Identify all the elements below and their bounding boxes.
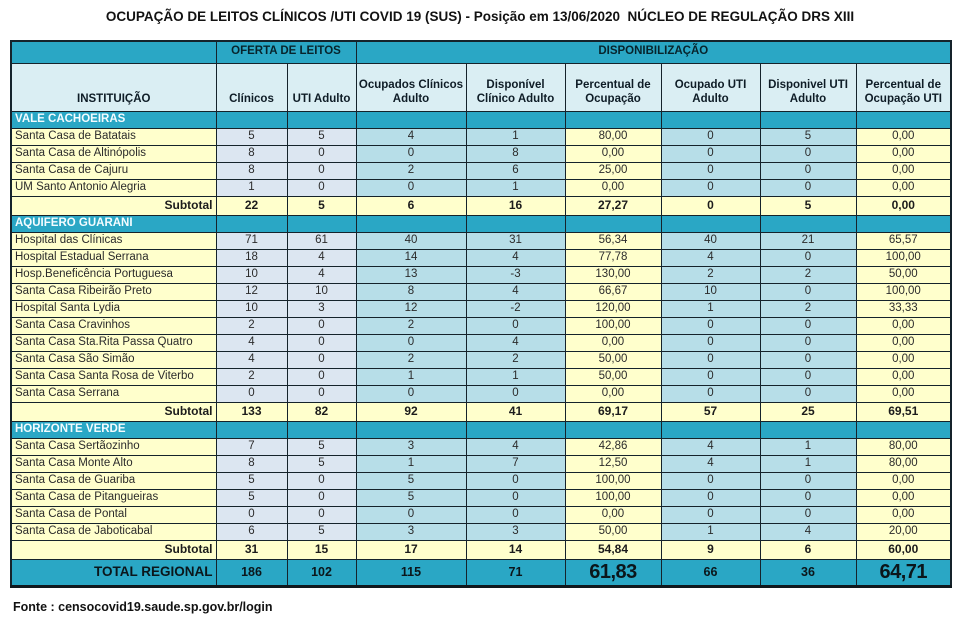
value-cell: 0	[356, 506, 466, 523]
value-cell: 50,00	[856, 266, 951, 283]
value-cell: 12	[356, 300, 466, 317]
value-cell: 80,00	[856, 438, 951, 455]
subtotal-value: 16	[466, 196, 565, 215]
value-cell: 6	[466, 162, 565, 179]
group-name-cell: VALE CACHOEIRAS	[11, 111, 216, 128]
subtotal-label-cell: Subtotal	[11, 402, 216, 421]
empty-cell	[661, 421, 760, 438]
value-cell: 4	[661, 455, 760, 472]
institution-cell: Santa Casa de Guariba	[11, 472, 216, 489]
value-cell: 65,57	[856, 232, 951, 249]
total-value: 186	[216, 559, 287, 586]
value-cell: 0	[760, 368, 856, 385]
value-cell: 1	[661, 300, 760, 317]
value-cell: 0	[216, 506, 287, 523]
value-cell: 5	[287, 128, 356, 145]
column-header-3: Ocupados Clínicos Adulto	[356, 63, 466, 111]
value-cell: 0	[760, 162, 856, 179]
value-cell: 0	[661, 368, 760, 385]
value-cell: 18	[216, 249, 287, 266]
value-cell: 0,00	[856, 368, 951, 385]
value-cell: 5	[216, 472, 287, 489]
subtotal-value: 5	[287, 196, 356, 215]
institution-row	[11, 506, 951, 523]
value-cell: 0,00	[856, 317, 951, 334]
empty-cell	[466, 111, 565, 128]
value-cell: 7	[216, 438, 287, 455]
institution-cell: Santa Casa de Pontal	[11, 506, 216, 523]
total-label-cell: TOTAL REGIONAL	[11, 559, 216, 586]
institution-row	[11, 438, 951, 455]
value-cell: 2	[760, 300, 856, 317]
institution-row	[11, 232, 951, 249]
value-cell: 0,00	[565, 334, 661, 351]
subtotal-value: 6	[356, 196, 466, 215]
value-cell: 120,00	[565, 300, 661, 317]
subtotal-row	[11, 402, 951, 421]
value-cell: 100,00	[565, 317, 661, 334]
empty-cell	[856, 111, 951, 128]
value-cell: 3	[356, 523, 466, 540]
subtotal-value: 5	[760, 196, 856, 215]
value-cell: 0	[661, 385, 760, 402]
value-cell: 0	[466, 385, 565, 402]
value-cell: 4	[216, 351, 287, 368]
value-cell: 0	[287, 385, 356, 402]
subtotal-row	[11, 540, 951, 559]
institution-row	[11, 283, 951, 300]
page-title: OCUPAÇÃO DE LEITOS CLÍNICOS /UTI COVID 19 (SUS) - Posição em 13/06/2020 NÚCLEO DE REGULAÇÃO DRS XIII	[105, 9, 855, 24]
institution-cell: Santa Casa Ribeirão Preto	[11, 283, 216, 300]
value-cell: 12,50	[565, 455, 661, 472]
column-header-4: Disponível Clínico Adulto	[466, 63, 565, 111]
empty-cell	[856, 215, 951, 232]
institution-cell: Santa Casa São Simão	[11, 351, 216, 368]
value-cell: 0,00	[856, 472, 951, 489]
value-cell: 1	[216, 179, 287, 196]
value-cell: 0	[287, 145, 356, 162]
value-cell: 0	[356, 334, 466, 351]
value-cell: 0	[661, 489, 760, 506]
value-cell: 4	[760, 523, 856, 540]
institution-row	[11, 489, 951, 506]
subtotal-value: 31	[216, 540, 287, 559]
value-cell: 0	[287, 162, 356, 179]
institution-row	[11, 351, 951, 368]
value-cell: 1	[356, 368, 466, 385]
section-header-oferta: OFERTA DE LEITOS	[216, 41, 356, 63]
value-cell: 100,00	[856, 249, 951, 266]
column-header-6: Ocupado UTI Adulto	[661, 63, 760, 111]
subtotal-value: 57	[661, 402, 760, 421]
value-cell: 0	[466, 317, 565, 334]
subtotal-value: 0	[661, 196, 760, 215]
subtotal-value: 69,51	[856, 402, 951, 421]
value-cell: 21	[760, 232, 856, 249]
value-cell: 0	[760, 351, 856, 368]
section-header-row	[11, 41, 951, 63]
value-cell: -2	[466, 300, 565, 317]
value-cell: 4	[287, 249, 356, 266]
subtotal-value: 60,00	[856, 540, 951, 559]
institution-row	[11, 179, 951, 196]
total-regional-row	[11, 559, 951, 586]
value-cell: 100,00	[565, 472, 661, 489]
empty-cell	[287, 215, 356, 232]
institution-cell: Santa Casa de Pitangueiras	[11, 489, 216, 506]
value-cell: 66,67	[565, 283, 661, 300]
value-cell: 0	[760, 489, 856, 506]
group-header-row	[11, 421, 951, 438]
table-body	[11, 111, 951, 586]
value-cell: 5	[216, 489, 287, 506]
value-cell: 4	[661, 438, 760, 455]
institution-cell: Santa Casa de Altinópolis	[11, 145, 216, 162]
value-cell: 40	[356, 232, 466, 249]
empty-cell	[661, 111, 760, 128]
column-header-8: Percentual de Ocupação UTI	[856, 63, 951, 111]
institution-row	[11, 472, 951, 489]
value-cell: 0	[661, 162, 760, 179]
value-cell: 0	[466, 489, 565, 506]
institution-cell: UM Santo Antonio Alegria	[11, 179, 216, 196]
value-cell: 2	[466, 351, 565, 368]
value-cell: 2	[356, 162, 466, 179]
value-cell: 0,00	[565, 385, 661, 402]
value-cell: 0	[661, 351, 760, 368]
value-cell: 4	[466, 334, 565, 351]
institution-row	[11, 368, 951, 385]
value-cell: 1	[466, 179, 565, 196]
value-cell: 7	[466, 455, 565, 472]
value-cell: 0	[287, 368, 356, 385]
value-cell: 2	[216, 317, 287, 334]
value-cell: 1	[466, 128, 565, 145]
value-cell: 0	[760, 334, 856, 351]
value-cell: 42,86	[565, 438, 661, 455]
subtotal-row	[11, 196, 951, 215]
institution-row	[11, 523, 951, 540]
empty-cell	[356, 215, 466, 232]
value-cell: 0	[466, 472, 565, 489]
value-cell: 0	[661, 506, 760, 523]
empty-cell	[760, 215, 856, 232]
subtotal-value: 15	[287, 540, 356, 559]
value-cell: 0,00	[565, 179, 661, 196]
value-cell: 0	[760, 179, 856, 196]
subtotal-value: 92	[356, 402, 466, 421]
value-cell: 33,33	[856, 300, 951, 317]
total-value: 36	[760, 559, 856, 586]
value-cell: 25,00	[565, 162, 661, 179]
value-cell: -3	[466, 266, 565, 283]
empty-cell	[856, 421, 951, 438]
institution-row	[11, 385, 951, 402]
empty-cell	[287, 111, 356, 128]
institution-cell: Santa Casa de Jaboticabal	[11, 523, 216, 540]
value-cell: 0,00	[856, 351, 951, 368]
subtotal-value: 54,84	[565, 540, 661, 559]
value-cell: 77,78	[565, 249, 661, 266]
value-cell: 8	[216, 145, 287, 162]
empty-cell	[466, 421, 565, 438]
institution-row	[11, 128, 951, 145]
institution-row	[11, 266, 951, 283]
value-cell: 1	[661, 523, 760, 540]
empty-cell	[356, 421, 466, 438]
beds-occupancy-table	[10, 40, 952, 588]
institution-cell: Hospital Santa Lydia	[11, 300, 216, 317]
value-cell: 0	[287, 472, 356, 489]
value-cell: 5	[760, 128, 856, 145]
value-cell: 0	[760, 283, 856, 300]
value-cell: 0	[760, 145, 856, 162]
value-cell: 13	[356, 266, 466, 283]
subtotal-value: 9	[661, 540, 760, 559]
value-cell: 100,00	[856, 283, 951, 300]
value-cell: 2	[760, 266, 856, 283]
subtotal-label-cell: Subtotal	[11, 196, 216, 215]
value-cell: 4	[466, 283, 565, 300]
group-header-row	[11, 111, 951, 128]
value-cell: 4	[466, 438, 565, 455]
empty-cell	[565, 421, 661, 438]
value-cell: 80,00	[856, 455, 951, 472]
source-note: Fonte : censocovid19.saude.sp.gov.br/login	[13, 600, 273, 614]
institution-cell: Hospital Estadual Serrana	[11, 249, 216, 266]
value-cell: 8	[466, 145, 565, 162]
empty-cell	[356, 111, 466, 128]
institution-row	[11, 317, 951, 334]
subtotal-value: 22	[216, 196, 287, 215]
institution-row	[11, 162, 951, 179]
value-cell: 0	[356, 179, 466, 196]
value-cell: 50,00	[565, 368, 661, 385]
value-cell: 4	[216, 334, 287, 351]
group-name-cell: HORIZONTE VERDE	[11, 421, 216, 438]
total-value: 64,71	[856, 559, 951, 586]
value-cell: 0	[760, 472, 856, 489]
value-cell: 0	[356, 385, 466, 402]
value-cell: 6	[216, 523, 287, 540]
institution-cell: Santa Casa Cravinhos	[11, 317, 216, 334]
value-cell: 10	[661, 283, 760, 300]
column-header-0: INSTITUIÇÃO	[11, 63, 216, 111]
value-cell: 71	[216, 232, 287, 249]
empty-cell	[287, 421, 356, 438]
value-cell: 0	[661, 317, 760, 334]
empty-cell	[760, 111, 856, 128]
value-cell: 1	[760, 438, 856, 455]
value-cell: 5	[356, 489, 466, 506]
institution-cell: Santa Casa Sertãozinho	[11, 438, 216, 455]
institution-row	[11, 300, 951, 317]
value-cell: 0	[356, 145, 466, 162]
value-cell: 50,00	[565, 351, 661, 368]
value-cell: 0,00	[565, 145, 661, 162]
value-cell: 0	[287, 179, 356, 196]
empty-cell	[760, 421, 856, 438]
value-cell: 0	[287, 489, 356, 506]
institution-row	[11, 334, 951, 351]
value-cell: 0	[287, 351, 356, 368]
institution-row	[11, 145, 951, 162]
value-cell: 14	[356, 249, 466, 266]
value-cell: 40	[661, 232, 760, 249]
value-cell: 10	[216, 266, 287, 283]
subtotal-value: 6	[760, 540, 856, 559]
value-cell: 10	[216, 300, 287, 317]
value-cell: 100,00	[565, 489, 661, 506]
subtotal-value: 0,00	[856, 196, 951, 215]
value-cell: 0,00	[856, 385, 951, 402]
institution-cell: Santa Casa Serrana	[11, 385, 216, 402]
value-cell: 2	[356, 317, 466, 334]
value-cell: 3	[356, 438, 466, 455]
value-cell: 31	[466, 232, 565, 249]
value-cell: 80,00	[565, 128, 661, 145]
empty-cell	[565, 215, 661, 232]
value-cell: 5	[216, 128, 287, 145]
total-value: 115	[356, 559, 466, 586]
value-cell: 0,00	[565, 506, 661, 523]
corner-cell	[11, 41, 216, 63]
empty-cell	[466, 215, 565, 232]
subtotal-value: 17	[356, 540, 466, 559]
value-cell: 0,00	[856, 506, 951, 523]
column-header-row	[11, 63, 951, 111]
subtotal-label-cell: Subtotal	[11, 540, 216, 559]
value-cell: 3	[466, 523, 565, 540]
value-cell: 4	[661, 249, 760, 266]
group-name-cell: AQUIFERO GUARANI	[11, 215, 216, 232]
value-cell: 0	[287, 506, 356, 523]
total-value: 71	[466, 559, 565, 586]
value-cell: 0,00	[856, 162, 951, 179]
value-cell: 1	[760, 455, 856, 472]
institution-row	[11, 455, 951, 472]
empty-cell	[216, 421, 287, 438]
value-cell: 0	[287, 334, 356, 351]
value-cell: 0	[466, 506, 565, 523]
value-cell: 8	[216, 162, 287, 179]
group-header-row	[11, 215, 951, 232]
column-header-2: UTI Adulto	[287, 63, 356, 111]
institution-cell: Santa Casa de Cajuru	[11, 162, 216, 179]
value-cell: 12	[216, 283, 287, 300]
value-cell: 0	[661, 179, 760, 196]
value-cell: 5	[287, 438, 356, 455]
value-cell: 5	[287, 523, 356, 540]
value-cell: 0	[661, 128, 760, 145]
empty-cell	[661, 215, 760, 232]
empty-cell	[565, 111, 661, 128]
empty-cell	[216, 215, 287, 232]
value-cell: 0	[661, 334, 760, 351]
institution-cell: Hospital das Clínicas	[11, 232, 216, 249]
subtotal-value: 133	[216, 402, 287, 421]
value-cell: 130,00	[565, 266, 661, 283]
value-cell: 0	[760, 249, 856, 266]
value-cell: 0,00	[856, 179, 951, 196]
institution-cell: Hosp.Beneficência Portuguesa	[11, 266, 216, 283]
institution-cell: Santa Casa Sta.Rita Passa Quatro	[11, 334, 216, 351]
institution-cell: Santa Casa Santa Rosa de Viterbo	[11, 368, 216, 385]
section-header-disponibilizacao: DISPONIBILIZAÇÃO	[356, 41, 951, 63]
institution-cell: Santa Casa de Batatais	[11, 128, 216, 145]
institution-row	[11, 249, 951, 266]
value-cell: 0,00	[856, 145, 951, 162]
column-header-5: Percentual de Ocupação	[565, 63, 661, 111]
value-cell: 0	[760, 506, 856, 523]
value-cell: 3	[287, 300, 356, 317]
value-cell: 4	[466, 249, 565, 266]
subtotal-value: 14	[466, 540, 565, 559]
total-value: 102	[287, 559, 356, 586]
value-cell: 0	[760, 317, 856, 334]
value-cell: 4	[356, 128, 466, 145]
value-cell: 5	[287, 455, 356, 472]
value-cell: 1	[356, 455, 466, 472]
subtotal-value: 27,27	[565, 196, 661, 215]
value-cell: 50,00	[565, 523, 661, 540]
value-cell: 0,00	[856, 128, 951, 145]
value-cell: 0,00	[856, 334, 951, 351]
column-header-1: Clínicos	[216, 63, 287, 111]
value-cell: 0	[216, 385, 287, 402]
value-cell: 10	[287, 283, 356, 300]
value-cell: 0,00	[856, 489, 951, 506]
subtotal-value: 25	[760, 402, 856, 421]
institution-cell: Santa Casa Monte Alto	[11, 455, 216, 472]
value-cell: 2	[356, 351, 466, 368]
subtotal-value: 69,17	[565, 402, 661, 421]
value-cell: 2	[661, 266, 760, 283]
column-header-7: Disponivel UTI Adulto	[760, 63, 856, 111]
value-cell: 8	[356, 283, 466, 300]
value-cell: 1	[466, 368, 565, 385]
total-value: 61,83	[565, 559, 661, 586]
value-cell: 0	[760, 385, 856, 402]
value-cell: 20,00	[856, 523, 951, 540]
value-cell: 56,34	[565, 232, 661, 249]
value-cell: 0	[661, 145, 760, 162]
empty-cell	[216, 111, 287, 128]
value-cell: 5	[356, 472, 466, 489]
value-cell: 61	[287, 232, 356, 249]
value-cell: 4	[287, 266, 356, 283]
subtotal-value: 82	[287, 402, 356, 421]
value-cell: 8	[216, 455, 287, 472]
subtotal-value: 41	[466, 402, 565, 421]
value-cell: 0	[287, 317, 356, 334]
value-cell: 0	[661, 472, 760, 489]
value-cell: 2	[216, 368, 287, 385]
total-value: 66	[661, 559, 760, 586]
